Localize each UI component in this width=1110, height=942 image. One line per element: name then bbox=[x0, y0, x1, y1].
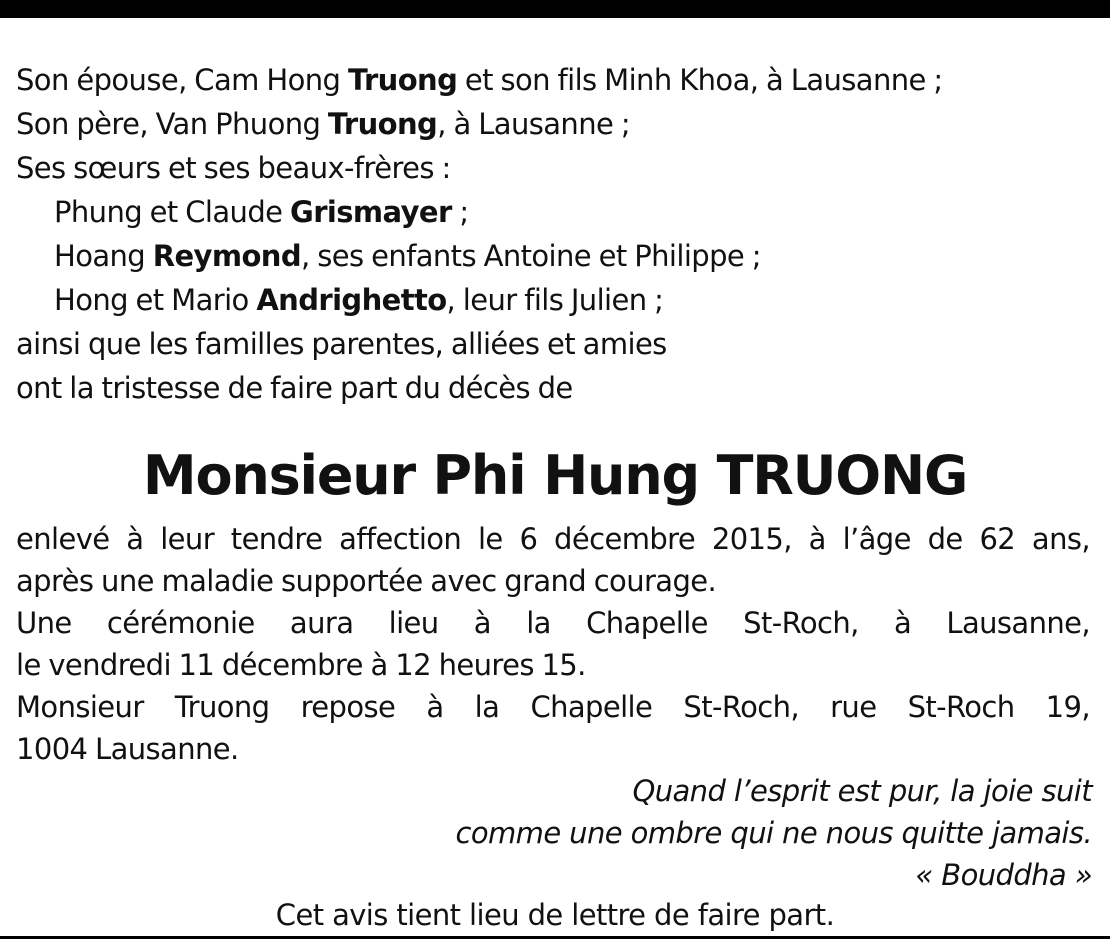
details-line-ceremony: Une cérémonie aura lieu à la Chapelle St-Roch, à Lausanne, bbox=[16, 606, 1090, 640]
surname-grismayer: Grismayer bbox=[290, 195, 452, 229]
surname-reymond: Reymond bbox=[152, 239, 301, 273]
family-text: , ses enfants Antoine et Philippe ; bbox=[300, 239, 761, 273]
family-line-grismayer bbox=[16, 190, 1090, 234]
ceremony-details bbox=[16, 518, 1090, 770]
buddha-quote bbox=[192, 770, 1092, 896]
family-announcement bbox=[16, 58, 1090, 410]
details-line-illness: après une maladie supportée avec grand courage. bbox=[16, 564, 717, 598]
surname-andrighetto: Andrighetto bbox=[256, 283, 447, 317]
surname-truong: Truong bbox=[347, 63, 458, 97]
family-text: , à Lausanne ; bbox=[437, 107, 631, 141]
family-text: , leur fils Julien ; bbox=[446, 283, 664, 317]
family-line-father bbox=[16, 102, 1090, 146]
family-line-sisters-heading: Ses sœurs et ses beaux-frères : bbox=[16, 151, 451, 185]
details-line-postcode: 1004 Lausanne. bbox=[16, 732, 239, 766]
family-text: ; bbox=[451, 195, 469, 229]
family-line-andrighetto bbox=[16, 278, 1090, 322]
family-text: Hong et Mario bbox=[54, 283, 257, 317]
family-text: Son père, Van Phuong bbox=[16, 107, 328, 141]
footer-note: Cet avis tient lieu de lettre de faire part. bbox=[275, 898, 835, 932]
family-line-relatives: ainsi que les familles parentes, alliées et amies bbox=[16, 327, 667, 361]
family-line-announcement: ont la tristesse de faire part du décès de bbox=[16, 371, 573, 405]
quote-line-2: comme une ombre qui ne nous quitte jamais. bbox=[455, 816, 1092, 850]
bottom-border-rule bbox=[0, 936, 1110, 939]
family-line-spouse bbox=[16, 58, 1090, 102]
surname-truong: Truong bbox=[327, 107, 438, 141]
deceased-name-heading: Monsieur Phi Hung TRUONG bbox=[142, 444, 968, 507]
details-line-ceremony-time: le vendredi 11 décembre à 12 heures 15. bbox=[16, 648, 586, 682]
details-line-date: enlevé à leur tendre affection le 6 décembre 2015, à l’âge de 62 ans, bbox=[16, 522, 1090, 556]
family-line-reymond bbox=[16, 234, 1090, 278]
family-text: Son épouse, Cam Hong bbox=[16, 63, 348, 97]
details-line-resting-place: Monsieur Truong repose à la Chapelle St-Roch, rue St-Roch 19, bbox=[16, 690, 1090, 724]
family-text: Phung et Claude bbox=[54, 195, 291, 229]
family-text: Hoang bbox=[54, 239, 153, 273]
quote-attribution: « Bouddha » bbox=[915, 858, 1092, 892]
family-text: et son fils Minh Khoa, à Lausanne ; bbox=[457, 63, 943, 97]
top-border-rule bbox=[0, 0, 1110, 18]
quote-line-1: Quand l’esprit est pur, la joie suit bbox=[632, 774, 1092, 808]
